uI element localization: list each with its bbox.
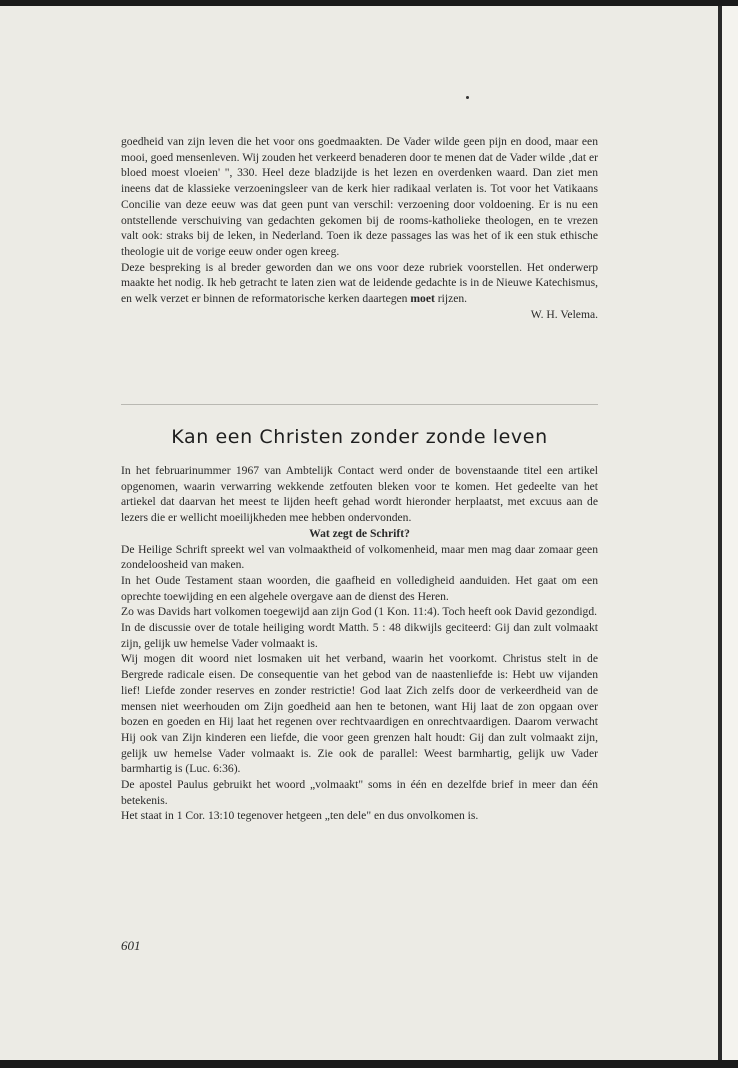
article-body [121,463,598,824]
paragraph: Wij mogen dit woord niet losmaken uit het verband, waarin het voorkomt. Christus stelt in de Bergrede radicale eisen. De consequentie van het gebod van de naastenliefde is: Hebt uw vijanden lief! Liefde zonder reserves en zonder restrictie! God laat Zich zelfs door de verkeerdheid van de mensen niet weerhouden om Zijn goedheid aan hen te betonen, want Hij laat de zon opgaan over bozen en goeden en Hij laat het regenen over rechtvaardigen en onrechtvaardigen. Daarom verwacht Hij ook van Zijn kinderen een liefde, die voor geen grenzen halt houdt: Gij dan zult volmaakt zijn, gelijk uw hemelse Vader volmaakt is. Zie ook de parallel: Weest barmhartig, gelijk uw Vader barmhartig is (Luc. 6:36). [121,652,598,776]
article-continuation [121,134,598,322]
article-title: Kan een Christen zonder zonde leven [171,426,548,448]
binding-shadow [718,6,722,1060]
author-signature: W. H. Velema. [530,307,598,321]
page-edge [718,6,738,1060]
page-number: 601 [121,938,141,953]
intro-paragraph: In het februarinummer 1967 van Ambtelijk Contact werd onder de bovenstaande titel een artikel opgenomen, waarin verwarring wekkende zetfouten bleken voor te komen. Het gedeelte van het artiekel dat daarvan het meest te lijden heeft gehad wordt hieronder herplaatst, met excuus aan de lezers die er wellicht moeilijkheden mee hebben ondervonden. [121,464,598,525]
paragraph: Zo was Davids hart volkomen toegewijd aan zijn God (1 Kon. 11:4). Toch heeft ook David gezondigd. [121,605,598,619]
subheading: Wat zegt de Schrift? [309,526,410,540]
paragraph: Het staat in 1 Cor. 13:10 tegenover hetgeen „ten dele" en dus onvolkomen is. [121,809,479,823]
paragraph: In het Oude Testament staan woorden, die gaafheid en volledigheid aanduiden. Het gaat om een oprechte toewijding en een algehele overgave aan de dienst des Heren. [121,573,598,603]
closing-paragraph: Deze bespreking is al breder geworden dan we ons voor deze rubriek voorstellen. Het onderwerp maakte het nodig. Ik heb getracht te laten zien wat de leidende gedachte is in de Nieuwe Katechismus, en welk verzet er binnen de reformatorische kerken daartegen moet rijzen. [121,260,598,306]
paragraph: De Heilige Schrift spreekt wel van volmaaktheid of volkomenheid, maar men mag daar zomaar geen zondeloosheid van maken. [121,542,598,572]
paragraph: De apostel Paulus gebruikt het woord „volmaakt" soms in één en dezelfde brief in meer dan één betekenis. [121,778,598,807]
emphasis: moet [410,292,435,306]
paragraph: goedheid van zijn leven die het voor ons goedmaakten. De Vader wilde geen pijn en dood, maar een mooi, goed mensenleven. Wij zouden het verkeerd benaderen door te menen dat de Vader wilde ‚dat er bloed moest vloeien' ", 330. Heel deze bladzijde is het lezen en overdenken waard. Dan ziet men ineens dat de klassieke verzoeningsleer van de kerk hier radikaal verlaten is. Tot voor het Vatikaans Concilie van deze eeuw was dat geen punt van verschil: verzoening door voldoening. Er is nu een ontstellende verschuiving van gedachten gekomen bij de rooms-katholieke theologen, en te vrezen valt ook: straks bij de leken, in Nederland. Toen ik deze passages las was het of ik een stuk ethische theologie uit de vorige eeuw onder ogen kreeg. [121,135,598,258]
paragraph: In de discussie over de totale heiliging wordt Matth. 5 : 48 dikwijls geciteerd: Gij dan zult volmaakt zijn, gelijk uw hemelse Vader volmaakt is. [121,621,598,650]
speck [466,96,469,99]
section-divider [121,404,598,405]
